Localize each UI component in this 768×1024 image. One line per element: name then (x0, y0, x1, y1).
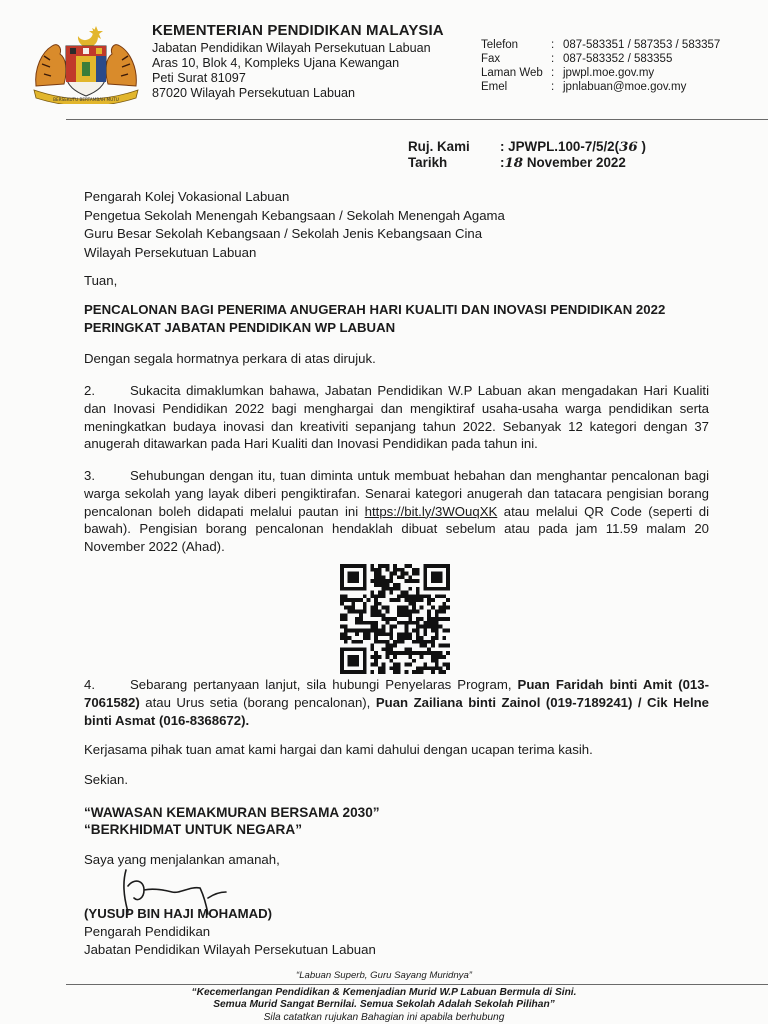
recipient-line: Pengetua Sekolah Menengah Kebangsaan / Sekolah Menengah Agama (84, 207, 505, 223)
paragraph-4: 4. Sebarang pertanyaan lanjut, sila hubungi Penyelaras Program, Puan Faridah binti Amit (013-7061582) atau Urus setia (borang pencalonan), Puan Zailiana binti Zainol (019-7189241) / Cik Helne binti Asmat (016-8368672). (84, 677, 709, 728)
salutation: Tuan, (84, 273, 118, 288)
secretariat-contact: Puan Zailiana binti Zainol (019-7189241) / Cik Helne binti Asmat (016-8368672). (84, 694, 709, 728)
signer-department: Jabatan Pendidikan Wilayah Persekutuan Labuan (84, 942, 376, 957)
address-line: Jabatan Pendidikan Wilayah Persekutuan Labuan (152, 41, 431, 55)
closing-word: Sekian. (84, 772, 128, 787)
trust-line: Saya yang menjalankan amanah, (84, 852, 280, 867)
date-row (408, 155, 646, 171)
contact-block (481, 38, 720, 94)
subject-line: PENCALONAN BAGI PENERIMA ANUGERAH HARI KUALITI DAN INOVASI PENDIDIKAN 2022 (84, 302, 666, 317)
footer-block (0, 987, 768, 1024)
signer-title: Pengarah Pendidikan (84, 924, 211, 939)
recipient-line: Guru Besar Sekolah Kebangsaan / Sekolah Jenis Kebangsaan Cina (84, 226, 483, 241)
contact-row-fax: Fax : 087-583352 / 583355 (481, 53, 673, 65)
slogan-block (84, 804, 380, 838)
slogan-line: “BERKHIDMAT UNTUK NEGARA” (84, 822, 302, 837)
contact-label: Laman Web (481, 67, 543, 79)
date-value: :18 November 2022 (500, 155, 626, 171)
paragraph-2: 2. Sukacita dimaklumkan bahawa, Jabatan Pendidikan W.P Labuan akan mengadakan Hari Kualiti dan Inovasi Pendidikan 2022 bagi menghargai dan mengiktiraf usaha-usaha warga pendidikan serta meningkatkan budaya inovasi dan kreativiti sepanjang tahun 2022. Sebanyak 12 kategori dengan 37 anugerah ditawarkan pada Hari Kualiti dan Inovasi Pendidikan pada tahun ini. (84, 383, 709, 452)
contact-row-email: Emel : jpnlabuan@moe.gov.my (481, 81, 687, 93)
footer-note: Sila catatkan rujukan Bahagian ini apabila berhubung (263, 1011, 505, 1023)
address-line: Aras 10, Blok 4, Kompleks Ujana Kewangan (152, 56, 400, 70)
contact-value: jpnlabuan@moe.gov.my (563, 81, 687, 93)
contact-label: Fax (481, 53, 501, 65)
signer-block (84, 905, 376, 959)
thanks-paragraph: Kerjasama pihak tuan amat kami hargai dan kami dahului dengan ucapan terima kasih. (84, 742, 593, 757)
contact-label: Emel (481, 81, 508, 93)
coat-of-arms-logo (30, 22, 142, 104)
slogan-line: “WAWASAN KEMAKMURAN BERSAMA 2030” (84, 805, 380, 820)
ref-label: Ruj. Kami (408, 139, 470, 154)
recipient-line: Pengarah Kolej Vokasional Labuan (84, 189, 290, 204)
qr-code[interactable] (338, 564, 452, 674)
footer-motto: “Labuan Superb, Guru Sayang Muridnya” (296, 970, 472, 981)
address-block (152, 41, 431, 101)
recipient-line: Wilayah Persekutuan Labuan (84, 244, 257, 260)
handwritten-day: 18 (504, 155, 524, 171)
contact-value: 087-583352 / 583355 (563, 53, 673, 65)
coordinator-contact: Puan Faridah binti Amit (013-7061582) (84, 677, 709, 710)
address-line: Peti Surat 81097 (152, 71, 246, 85)
contact-value: jpwpl.moe.gov.my (563, 67, 655, 79)
footer-line: “Kecemerlangan Pendidikan & Kemenjadian Murid W.P Labuan Bermula di Sini. (191, 987, 577, 998)
recipient-block (84, 188, 505, 262)
handwritten-ref-number: 36 (619, 139, 638, 155)
intro-paragraph: Dengan segala hormatnya perkara di atas dirujuk. (84, 351, 376, 366)
contact-row-web: Laman Web : jpwpl.moe.gov.my (481, 67, 655, 79)
contact-label: Telefon (481, 39, 519, 51)
ministry-name: KEMENTERIAN PENDIDIKAN MALAYSIA (152, 22, 444, 39)
paragraph-3: 3. Sehubungan dengan itu, tuan diminta untuk membuat hebahan dan menghantar pencalonan bagi warga sekolah yang layak diberi pengiktirafan. Senarai kategori anugerah dan tatacara pengisian borang pencalonan boleh didapati melalui pautan ini https://bit.ly/3WOuqXK atau melalui QR Code (seperti di bawah). Pengisian borang pencalonan hendaklah dibuat sebelum atau pada jam 11.59 malam 20 November 2022 (Ahad). (84, 468, 709, 555)
qr-modules (340, 564, 450, 674)
date-label: Tarikh (408, 155, 448, 170)
address-line: 87020 Wilayah Persekutuan Labuan (152, 86, 356, 100)
crest-ribbon-text: BERSEKUTU BERTAMBAH MUTU (53, 97, 119, 102)
ref-value: : JPWPL.100-7/5/2(36 ) (500, 139, 646, 155)
contact-value: 087-583351 / 587353 / 583357 (563, 39, 721, 51)
subject-line: PERINGKAT JABATAN PENDIDIKAN WP LABUAN (84, 320, 396, 335)
paragraph-number: 2. (84, 383, 95, 398)
header-divider (66, 119, 768, 120)
letter-subject (84, 301, 724, 337)
reference-row (408, 139, 646, 155)
paragraph-number: 4. (84, 677, 95, 692)
signer-name: (YUSUP BIN HAJI MOHAMAD) (84, 906, 273, 921)
contact-row-telefon: Telefon : 087-583351 / 587353 / 583357 (481, 39, 721, 51)
paragraph-number: 3. (84, 468, 95, 483)
form-link[interactable]: https://bit.ly/3WOuqXK (364, 503, 498, 519)
footer-divider (66, 984, 768, 985)
footer-line: Semua Murid Sangat Bernilai. Semua Sekolah Adalah Sekolah Pilihan” (213, 999, 555, 1011)
reference-block (408, 139, 646, 171)
